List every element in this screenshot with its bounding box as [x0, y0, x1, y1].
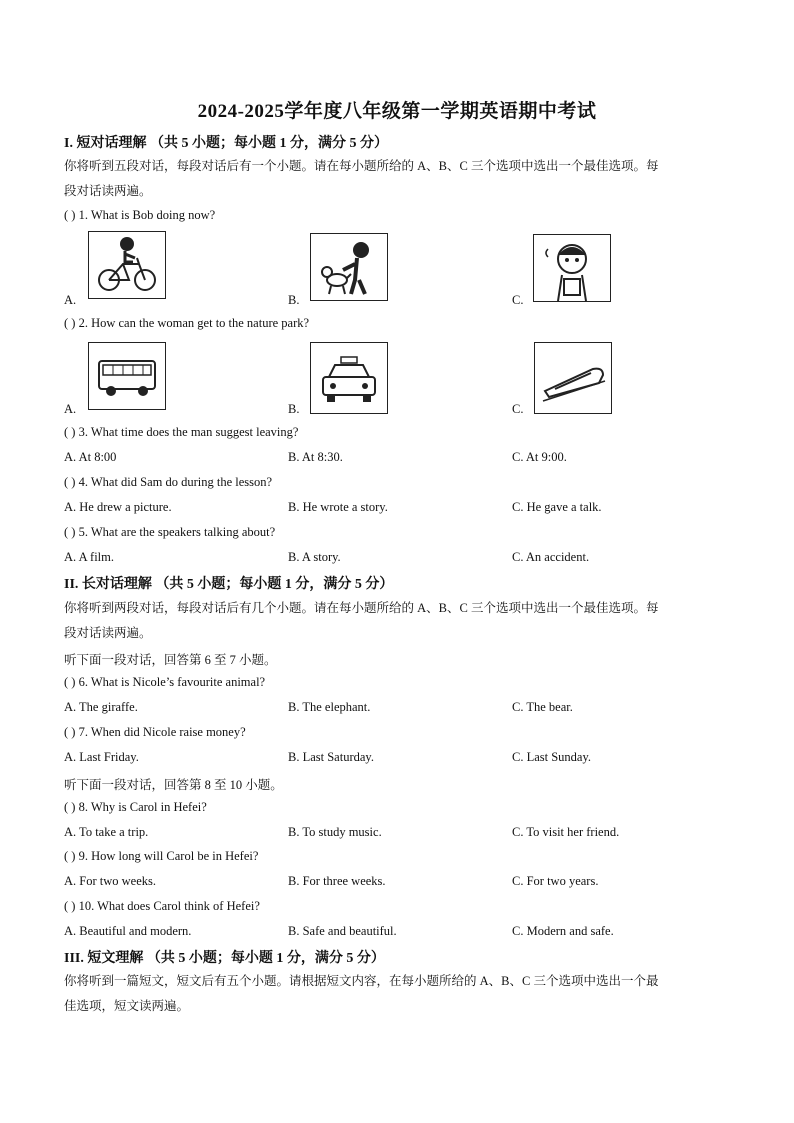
- boy-with-dog-icon: [311, 234, 387, 300]
- picture-boy-thinking[interactable]: [533, 234, 611, 302]
- section-3-heading: III. 短文理解 （共 5 小题；每小题 1 分，满分 5 分）: [64, 951, 385, 966]
- picture-taxi[interactable]: [310, 342, 388, 414]
- instruction-line: 你将听到五段对话，每段对话后有一个小题。请在每小题所给的 A、B、C 三个选项中选出一个最佳选项。每: [64, 159, 659, 173]
- q4-option-a[interactable]: A. He drew a picture.: [64, 500, 172, 514]
- question-3-stem: ( ) 3. What time does the man suggest leaving?: [64, 425, 299, 439]
- q8-option-b[interactable]: B. To study music.: [288, 825, 382, 839]
- q2-option-a[interactable]: A.: [64, 402, 77, 416]
- q8-option-c[interactable]: C. To visit her friend.: [512, 825, 620, 839]
- instruction-line: 你将听到两段对话，每段对话后有几个小题。请在每小题所给的 A、B、C 三个选项中选出一个最佳选项。每: [64, 601, 659, 615]
- q10-option-b[interactable]: B. Safe and beautiful.: [288, 924, 397, 938]
- boy-riding-bike-icon: [89, 232, 165, 298]
- section-2-heading: II. 长对话理解 （共 5 小题；每小题 1 分，满分 5 分）: [64, 577, 394, 592]
- q7-option-b[interactable]: B. Last Saturday.: [288, 750, 374, 764]
- taxi-icon: [311, 343, 387, 413]
- question-9-stem: ( ) 9. How long will Carol be in Hefei?: [64, 849, 259, 863]
- question-7-stem: ( ) 7. When did Nicole raise money?: [64, 725, 246, 739]
- q9-option-c[interactable]: C. For two years.: [512, 874, 599, 888]
- q2-option-c[interactable]: C.: [512, 402, 524, 416]
- q10-option-a[interactable]: A. Beautiful and modern.: [64, 924, 192, 938]
- section-2-instruction: [64, 596, 732, 646]
- question-1-stem: ( ) 1. What is Bob doing now?: [64, 208, 216, 222]
- picture-bus[interactable]: [88, 342, 166, 410]
- q9-option-b[interactable]: B. For three weeks.: [288, 874, 386, 888]
- section-2-sub-instruction-1: 听下面一段对话，回答第 6 至 7 小题。: [64, 653, 277, 667]
- q1-option-b[interactable]: B.: [288, 293, 300, 307]
- instruction-line: 段对话读两遍。: [64, 184, 152, 198]
- q1-option-a[interactable]: A.: [64, 293, 77, 307]
- q7-option-c[interactable]: C. Last Sunday.: [512, 750, 592, 764]
- picture-boy-riding-bike[interactable]: [88, 231, 166, 299]
- q3-option-c[interactable]: C. At 9:00.: [512, 450, 567, 464]
- q10-option-c[interactable]: C. Modern and safe.: [512, 924, 614, 938]
- bus-icon: [89, 343, 165, 409]
- picture-train[interactable]: [534, 342, 612, 414]
- picture-boy-walking-dog[interactable]: [310, 233, 388, 301]
- q3-option-a[interactable]: A. At 8:00: [64, 450, 117, 464]
- question-10-stem: ( ) 10. What does Carol think of Hefei?: [64, 899, 260, 913]
- section-2-sub-instruction-2: 听下面一段对话，回答第 8 至 10 小题。: [64, 778, 283, 792]
- q6-option-a[interactable]: A. The giraffe.: [64, 700, 138, 714]
- instruction-line: 段对话读两遍。: [64, 626, 152, 640]
- instruction-line: 佳选项，短文读两遍。: [64, 999, 190, 1013]
- q1-option-c[interactable]: C.: [512, 293, 524, 307]
- question-5-stem: ( ) 5. What are the speakers talking about?: [64, 525, 276, 539]
- section-1-heading: I. 短对话理解 （共 5 小题；每小题 1 分，满分 5 分）: [64, 136, 388, 151]
- page-title: 2024-2025学年度八年级第一学期英语期中考试: [197, 101, 597, 122]
- q4-option-b[interactable]: B. He wrote a story.: [288, 500, 388, 514]
- q7-option-a[interactable]: A. Last Friday.: [64, 750, 139, 764]
- q3-option-b[interactable]: B. At 8:30.: [288, 450, 343, 464]
- q5-option-b[interactable]: B. A story.: [288, 550, 341, 564]
- section-1-instruction: [64, 154, 732, 204]
- train-icon: [535, 343, 611, 413]
- q9-option-a[interactable]: A. For two weeks.: [64, 874, 157, 888]
- q5-option-a[interactable]: A. A film.: [64, 550, 115, 564]
- question-8-stem: ( ) 8. Why is Carol in Hefei?: [64, 800, 207, 814]
- instruction-line: 你将听到一篇短文，短文后有五个小题。请根据短文内容，在每小题所给的 A、B、C 三个选项中选出一个最: [64, 974, 659, 988]
- q6-option-b[interactable]: B. The elephant.: [288, 700, 371, 714]
- question-4-stem: ( ) 4. What did Sam do during the lesson?: [64, 475, 273, 489]
- q2-option-b[interactable]: B.: [288, 402, 300, 416]
- q5-option-c[interactable]: C. An accident.: [512, 550, 590, 564]
- q8-option-a[interactable]: A. To take a trip.: [64, 825, 149, 839]
- question-6-stem: ( ) 6. What is Nicole’s favourite animal?: [64, 675, 266, 689]
- q6-option-c[interactable]: C. The bear.: [512, 700, 573, 714]
- section-3-instruction: [64, 969, 732, 1019]
- question-2-stem: ( ) 2. How can the woman get to the nature park?: [64, 316, 310, 330]
- q4-option-c[interactable]: C. He gave a talk.: [512, 500, 602, 514]
- boy-thinking-icon: [534, 235, 610, 301]
